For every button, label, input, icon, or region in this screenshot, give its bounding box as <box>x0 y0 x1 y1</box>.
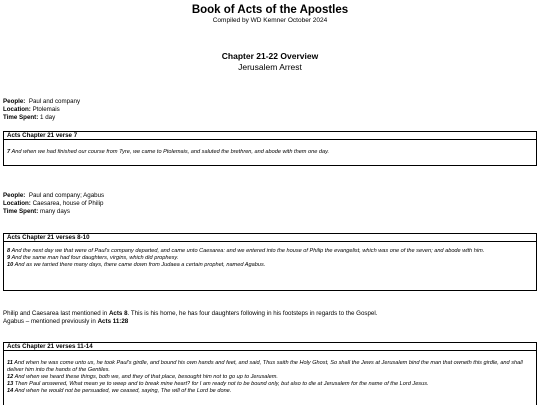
time-line: Time Spent: many days <box>3 208 70 215</box>
verse: 13 Then Paul answered, What mean ye to weep and to break mine heart? for I am ready not to be bound only, but also to die at Jerusalem for the name of the Lord Jesus. <box>7 381 429 387</box>
verse: 9 And the same man had four daughters, virgins, which did prophesy. <box>7 255 179 261</box>
note-line: Agabus – mentioned previously in Acts 11:28 <box>3 318 129 325</box>
commentary-note <box>3 310 377 326</box>
verse: 14 And when he would not be persuaded, we ceased, saying, The will of the Lord be done. <box>7 388 232 394</box>
verse-box-body <box>4 351 536 398</box>
verse-box-title: Acts Chapter 21 verses 8-10 <box>4 234 536 242</box>
chapter-subtitle: Jerusalem Arrest <box>238 62 302 72</box>
verse-box-body <box>4 242 536 272</box>
people-line: People: Paul and company; Agabus <box>3 192 105 199</box>
verse: 10 And as we tarried there many days, there came down from Judaea a certain prophet, named Agabus. <box>7 262 266 268</box>
verse: 8 And the next day we that were of Paul's company departed, and came unto Caesarea: and we entered into the house of Philip the evangelist, which was one of the seven; and abode with him. <box>7 248 485 254</box>
verse: 7 And when we had finished our course from Tyre, we came to Ptolemais, and saluted the brethren, and abode with them one day. <box>7 149 330 155</box>
verse-box <box>3 342 537 405</box>
location-line: Location: Ptolemais <box>3 106 60 113</box>
verse-box-title: Acts Chapter 21 verse 7 <box>4 132 536 140</box>
section-meta <box>3 192 104 216</box>
verse-box <box>3 131 537 166</box>
chapter-title: Chapter 21-22 Overview <box>221 51 319 61</box>
verse-box-title: Acts Chapter 21 verses 11-14 <box>4 343 536 351</box>
verse-box <box>3 233 537 291</box>
note-line: Philip and Caesarea last mentioned in Acts 8. This is his home, he has four daughters following in his footsteps in regards to the Gospel. <box>3 310 378 317</box>
document-subtitle: Compiled by WD Kemner October 2024 <box>212 17 328 24</box>
section-meta <box>3 98 80 122</box>
people-line: People: Paul and company <box>3 98 81 105</box>
verse-box-body <box>4 140 536 159</box>
verse: 11 And when he was come unto us, he took Paul's girdle, and bound his own hands and feet, and said, Thus saith the Holy Ghost, So shall the Jews at Jerusalem bind the man that owneth this girdle, and shall deliver him into the hands of the Gentiles. <box>7 360 523 373</box>
verse: 12 And when we heard these things, both we, and they of that place, besought him not to go up to Jerusalem. <box>7 374 278 380</box>
location-line: Location: Caesarea, house of Philip <box>3 200 104 207</box>
document-title: Book of Acts of the Apostles <box>191 4 349 16</box>
time-line: Time Spent: 1 day <box>3 114 56 121</box>
